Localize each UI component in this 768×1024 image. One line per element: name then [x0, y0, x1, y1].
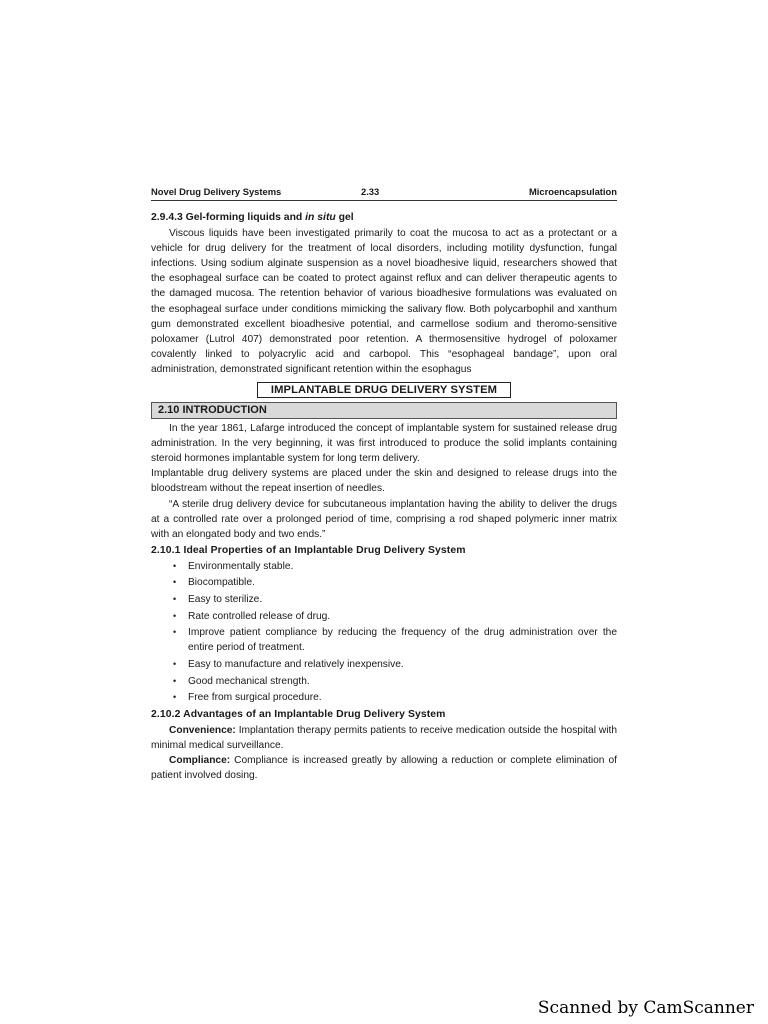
bullet-icon: • — [173, 594, 177, 605]
chapter-box-title: IMPLANTABLE DRUG DELIVERY SYSTEM — [257, 382, 511, 398]
bullet-icon: • — [173, 675, 177, 686]
list-item-text: Easy to sterilize. — [188, 594, 263, 606]
compliance-label: Compliance: — [169, 755, 231, 766]
list-item-text: Improve patient compliance by reducing the frequency of the drug administration over the entire period of treatment. — [188, 627, 617, 654]
list-item — [151, 592, 617, 607]
list-item — [151, 609, 617, 624]
heading-2-9-4-3-suffix: gel — [335, 212, 354, 223]
paragraph-introduction-1: In the year 1861, Lafarge introduced the concept of implantable system for sustained release drug administration. In the very beginning, it was first introduced to produce the solid implants containing steroid hormones implantable system for long term delivery. — [151, 423, 617, 465]
list-item-text: Free from surgical procedure. — [188, 692, 322, 704]
list-item-text: Environmentally stable. — [188, 560, 294, 572]
bullet-icon: • — [173, 610, 177, 621]
paragraph-gel-forming: Viscous liquids have been investigated primarily to coat the mucosa to act as a protectant or a vehicle for drug delivery for the treatment of local disorders, including motility dysfunction, fungal infections. Using sodium alginate suspension as a novel bioadhesive liquid, researchers showed that the esophageal surface can be coated to protect against reflux and can deliver therapeutic agents to the damaged mucosa. The retention behavior of various bioadhesive formulations was evaluated on the esophageal surface under conditions mimicking the salivary flow. Both polycarbophil and xanthum gum demonstrated excellent bioadhesive potential, and carmellose sodium and theromo-sensitive poloxamer (Lutrol 407) demonstrated poor retention. A thermosensitive hydrogel of poloxamer covalently linked to polyacrylic acid and carbopol. This “esophageal bandage”, upon oral administration, demonstrated significant retention within the esophagus — [151, 228, 617, 375]
list-item-text: Good mechanical strength. — [188, 675, 310, 687]
list-item — [151, 674, 617, 689]
convenience-label: Convenience: — [169, 724, 236, 736]
list-item — [151, 657, 617, 672]
paragraph-introduction-2: Implantable drug delivery systems are placed under the skin and designed to release drugs into the bloodstream without the repeat insertion of needles. — [151, 468, 617, 495]
paragraph-compliance — [151, 753, 617, 783]
header-book-title: Novel Drug Delivery Systems — [151, 186, 282, 197]
list-item-text: Biocompatible. — [188, 577, 255, 589]
list-item-text: Rate controlled release of drug. — [188, 610, 331, 622]
list-item — [151, 575, 617, 590]
bullet-icon: • — [173, 658, 177, 669]
paragraph-convenience — [151, 723, 617, 753]
compliance-text: Compliance is increased greatly by allowing a reduction or complete elimination of patient involved dosing. — [151, 755, 617, 782]
list-item — [151, 625, 617, 655]
ideal-properties-list — [151, 559, 617, 705]
bullet-icon: • — [173, 627, 177, 638]
list-item — [151, 690, 617, 705]
list-item — [151, 559, 617, 574]
paragraph-definition-quote: “A sterile drug delivery device for subcutaneous implantation having the ability to deliver the drugs at a controlled rate over a prolonged period of time, comprising a rod shaped polymeric inner matrix with an elongated body and two ends.” — [151, 498, 617, 540]
heading-2-10-2: 2.10.2 Advantages of an Implantable Drug Delivery System — [151, 708, 446, 720]
bullet-icon: • — [173, 577, 177, 588]
document-page — [151, 186, 617, 783]
heading-2-9-4-3 — [151, 210, 617, 225]
running-header — [151, 186, 617, 201]
list-item-text: Easy to manufacture and relatively inexpensive. — [188, 658, 404, 670]
scanner-watermark: Scanned by CamScanner — [537, 998, 754, 1018]
section-2-10-heading: 2.10 INTRODUCTION — [151, 402, 617, 419]
header-page-number: 2.33 — [360, 186, 380, 197]
bullet-icon: • — [173, 560, 177, 571]
convenience-text: Implantation therapy permits patients to receive medication outside the hospital with minimal medical surveillance. — [151, 724, 617, 751]
heading-2-10-1: 2.10.1 Ideal Properties of an Implantable Drug Delivery System — [151, 544, 466, 556]
heading-2-9-4-3-italic: in situ — [305, 212, 336, 223]
header-chapter-title: Microencapsulation — [528, 186, 617, 197]
heading-2-9-4-3-prefix: 2.9.4.3 Gel-forming liquids and — [151, 212, 306, 223]
bullet-icon: • — [173, 692, 177, 703]
